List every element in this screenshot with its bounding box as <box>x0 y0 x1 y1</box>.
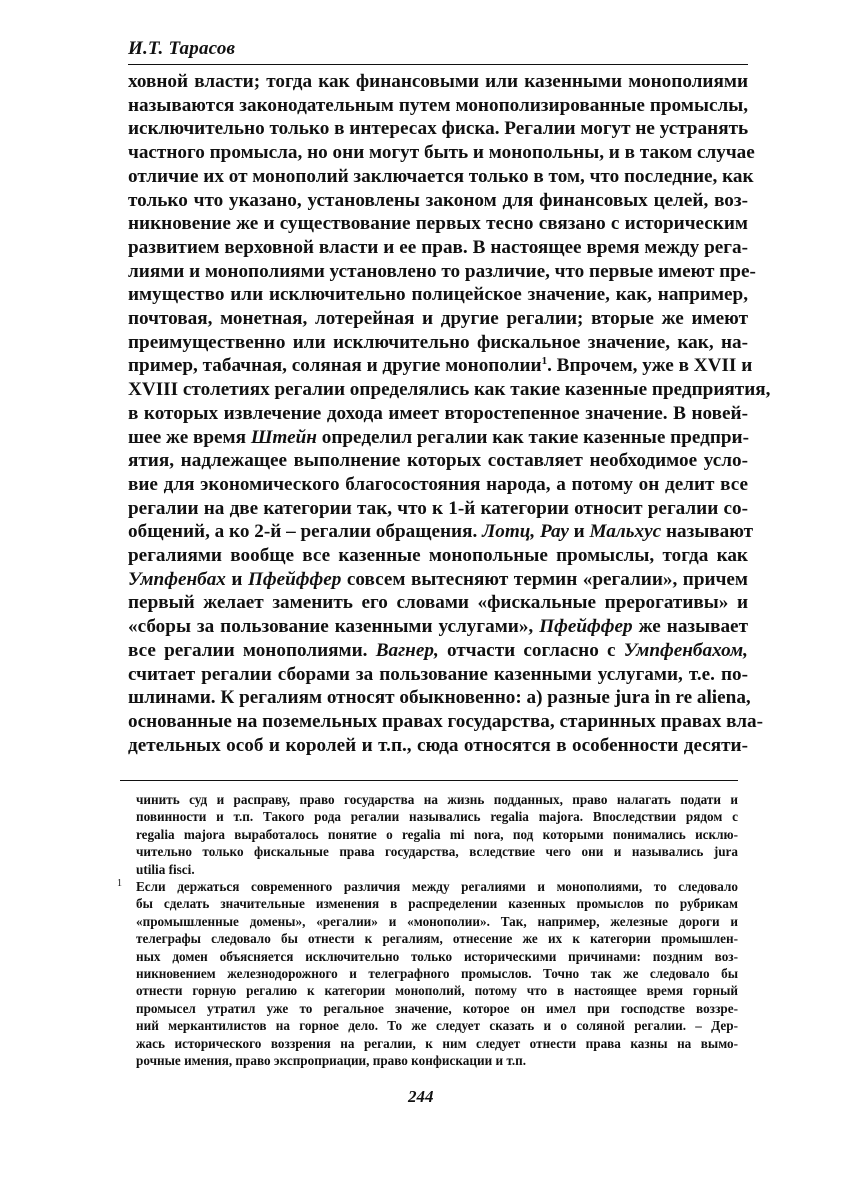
text-line <box>128 189 748 213</box>
footnote-line: ний меркантилистов на горное дело. То же следует сказать и о соляной регалии. – Дер- <box>136 1018 738 1034</box>
text-line <box>128 236 748 260</box>
footnote-line: отнести горную регалию к категории монополий, потому что в настоящее время горный <box>136 983 738 999</box>
text-run: исключительно только в интересах фиска. Регалии могут не устранять <box>128 118 749 140</box>
text-run: в которых извлечение дохода имеет второстепенное значение. В новей- <box>128 402 748 424</box>
footnote-line: ных домен объясняется исключительно только историческими причинами: поздним воз- <box>136 948 738 964</box>
footnote-line: повинности и т.п. Такого рода регалии назывались regalia majora. Впоследствии рядом с <box>136 809 738 825</box>
footnote-line: regalia majora выработалось понятие о regalia mi nora, под которыми понимались исклю- <box>136 826 738 842</box>
running-header <box>128 38 748 68</box>
text-line <box>128 378 771 402</box>
text-run: определил регалии как такие казенные предпри- <box>316 426 750 448</box>
text-line <box>128 710 763 734</box>
text-run: все регалии монополиями. <box>128 639 376 661</box>
text-run: развитием верховной власти и ее прав. В настоящее время между рега- <box>128 236 748 258</box>
footnote-1 <box>117 878 738 1069</box>
text-line <box>128 354 753 378</box>
footnote-line: телеграфы следовало бы отнести к регалиям, отнесение же их к категории промышлен- <box>136 931 738 947</box>
text-run: совсем вытесняют термин «регалии», причем <box>341 568 748 590</box>
page-number: 244 <box>408 1087 434 1106</box>
text-line <box>128 615 748 639</box>
text-line <box>128 568 748 592</box>
text-run: же называет <box>632 616 748 638</box>
footnote-continued <box>136 791 738 878</box>
text-line <box>128 70 748 94</box>
text-run: регалиями вообще все казенные монопольные промыслы, тогда как <box>128 545 748 567</box>
footnote-line: жась исторического воззрения на регалии, к ним следует отнести права казны на вымо- <box>136 1035 738 1051</box>
text-run: и <box>568 521 590 543</box>
text-line <box>128 449 748 473</box>
text-run: отчасти согласно с <box>438 639 624 661</box>
footnote-line: промысел утратил уже то регальное значение, которое он имел при господстве воззре- <box>136 1000 738 1016</box>
footnote-line: чинить суд и расправу, право государства на жизнь подданных, право налагать подати и <box>136 792 738 807</box>
text-run: только что указано, установлены законом для финансовых целей, воз- <box>128 189 748 211</box>
text-run: называются законодательным путем монополизированные промыслы, <box>128 94 748 116</box>
text-line <box>128 639 748 663</box>
text-line <box>128 591 748 615</box>
text-line <box>128 117 748 141</box>
text-run: «сборы за пользование казенными услугами», <box>128 616 540 638</box>
text-run: шее же время <box>128 426 251 448</box>
text-run: называют <box>661 521 754 543</box>
text-run: ятия, надлежащее выполнение которых составляет необходимое усло- <box>128 450 748 472</box>
text-run: общений, а ко 2-й – регалии обращения. <box>128 521 483 543</box>
footnote-line: рочные имения, право экспроприации, право конфискации и т.п. <box>136 1053 527 1069</box>
text-run: . Впрочем, уже в XVII и <box>547 355 753 377</box>
text-line <box>128 520 754 544</box>
text-line <box>128 426 748 450</box>
footnote-line: Если держаться современного различия между регалиями и монополиями, то следовало <box>136 879 738 895</box>
author-name: Лотц, Рау <box>482 521 569 543</box>
author-name: Вагнер, <box>375 639 439 661</box>
text-run: имущество или исключительно полицейское значение, как, например, <box>128 284 748 306</box>
header-rule <box>128 64 748 65</box>
text-run: пример, табачная, соляная и другие монополии <box>128 355 542 377</box>
text-run: преимущественно или исключительно фискальное значение, как, на- <box>128 331 748 353</box>
text-run: первый желает заменить его словами «фискальные прерогативы» и <box>128 592 748 614</box>
text-run: отличие их от монополий заключается только в том, что последние, как <box>128 165 754 187</box>
text-line <box>128 165 754 189</box>
text-run: регалии на две категории так, что к 1-й категории относит регалии со- <box>128 497 748 519</box>
author-name: Умпфенбах <box>128 568 226 590</box>
header-author: И.Т. Тарасов <box>128 38 236 59</box>
author-name: Пфейффер <box>247 568 342 590</box>
text-line <box>128 473 748 497</box>
text-line <box>128 331 748 355</box>
text-line <box>128 544 748 568</box>
text-run: никновение же и существование первых тесно связано с историческим <box>128 213 748 235</box>
text-line <box>128 663 748 687</box>
footnote-line: никновением железнодорожного и телеграфного промыслов. Точно так же следовало бы <box>136 966 738 982</box>
footnote-line: utilia fisci. <box>136 861 195 877</box>
author-name: Пфейффер <box>539 616 633 638</box>
footnote-line: чительно только фискальные права государства, вследствие чего они и назывались jura <box>136 844 738 860</box>
text-line <box>128 686 751 710</box>
text-line <box>128 734 748 758</box>
text-run: шлинами. К регалиям относят обыкновенно: а) разные jura in re aliena, <box>128 687 751 709</box>
footnote-reference[interactable]: 1 <box>541 355 548 368</box>
text-run: считает регалии сборами за пользование казенными услугами, т.е. по- <box>128 663 748 685</box>
text-run: детельных особ и королей и т.п., сюда относятся в особенности десяти- <box>128 734 748 756</box>
text-run: ховной власти; тогда как финансовыми или казенными монополиями <box>128 71 748 92</box>
author-name: Умпфенбахом, <box>623 639 748 661</box>
author-name: Мальхус <box>589 521 662 543</box>
text-run: лиями и монополиями установлено то различие, что первые имеют пре- <box>128 260 756 282</box>
text-run: почтовая, монетная, лотерейная и другие регалии; вторые же имеют <box>128 308 748 330</box>
footnotes <box>117 791 738 1070</box>
text-line <box>128 141 755 165</box>
text-line <box>128 94 748 118</box>
footnote-line: бы сделать значительные изменения в распределении казенных промыслов по рубрикам <box>136 896 738 912</box>
footnote-line: «промышленные домены», «регалии» и «монополии». Так, например, железные дороги и <box>136 913 738 929</box>
footnote-rule <box>120 780 738 781</box>
text-line <box>128 212 748 236</box>
author-name: Штейн <box>250 426 317 448</box>
text-line <box>128 260 756 284</box>
footnote-1-marker: 1 <box>117 878 122 890</box>
text-line <box>128 307 748 331</box>
main-text <box>128 70 771 757</box>
text-run: вие для экономического благосостояния народа, а потому он делит все <box>128 473 748 495</box>
text-run: основанные на поземельных правах государства, старинных правах вла- <box>128 710 763 732</box>
text-line <box>128 402 748 426</box>
text-line <box>128 283 748 307</box>
text-run: и <box>225 568 248 590</box>
text-line <box>128 497 748 521</box>
text-run: частного промысла, но они могут быть и монопольны, и в таком случае <box>128 142 755 164</box>
text-run: XVIII столетиях регалии определялись как такие казенные предприятия, <box>128 379 771 401</box>
